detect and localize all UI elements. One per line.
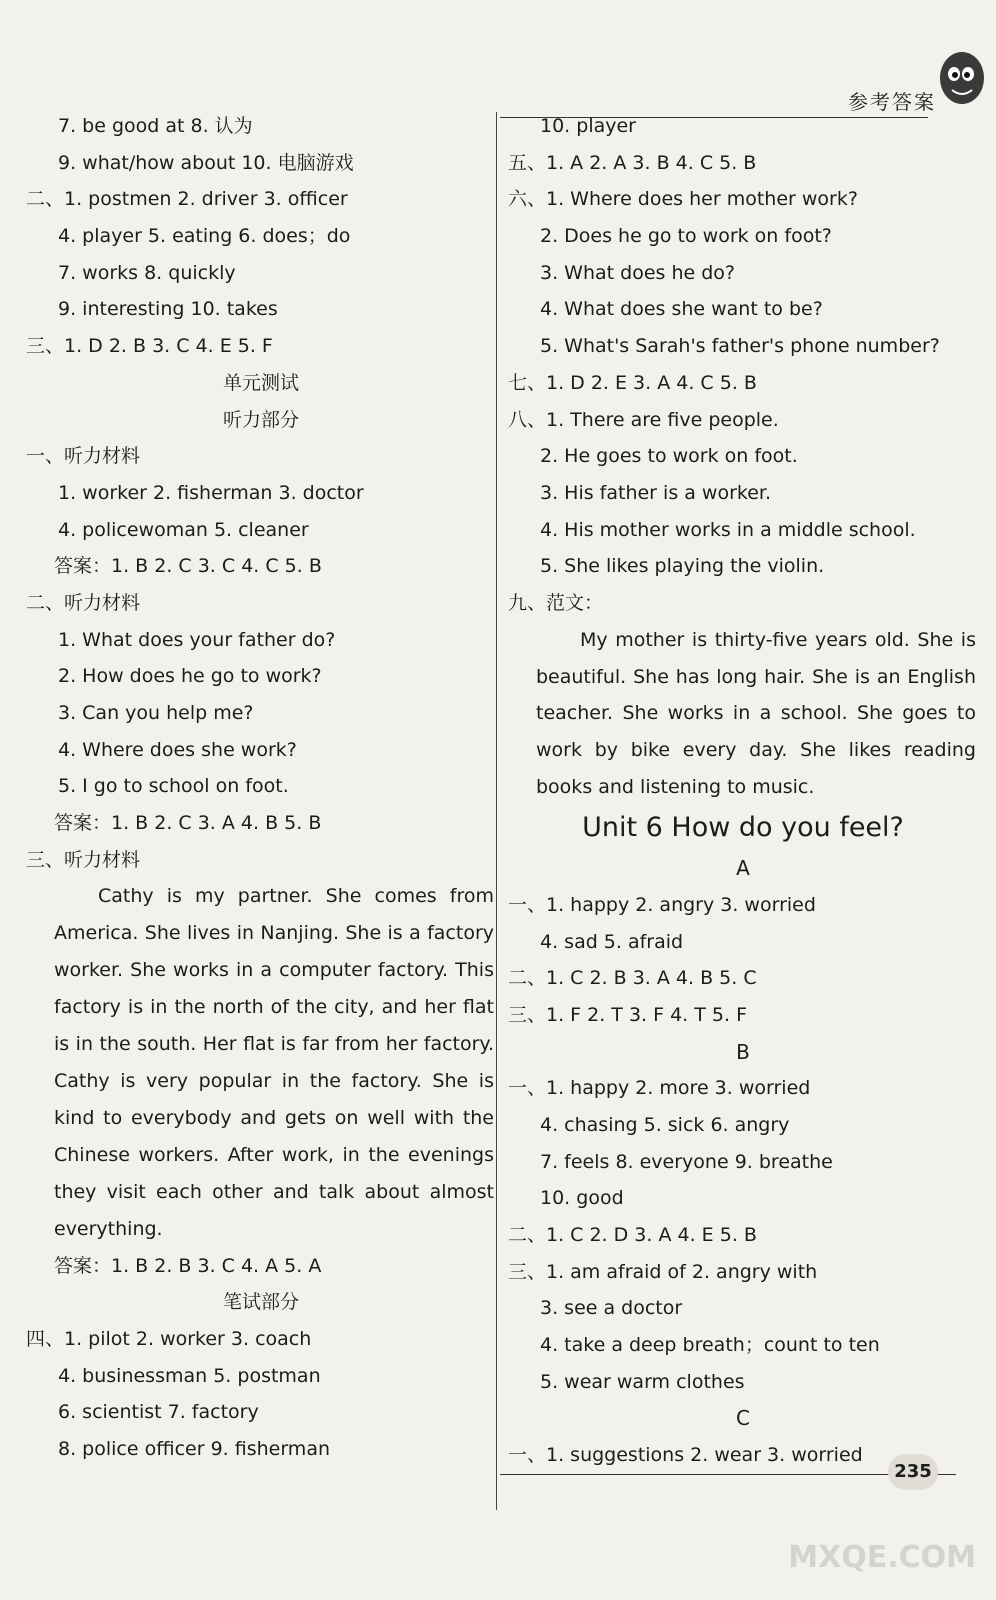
right-lines_top-line: 八、1. There are five people. [508,408,779,431]
right-lines_bottom-line: A [736,856,750,881]
right-lines_bottom-line: 3. see a doctor [540,1297,683,1320]
right-lines_top-line: 4. What does she want to be? [540,298,823,321]
column-divider [496,112,497,1510]
left-lines_top-line: 4. Where does she work? [58,738,297,761]
left-lines_bottom-line: 6. scientist 7. factory [58,1401,259,1424]
right-lines_bottom-line: 5. wear warm clothes [540,1370,745,1393]
right-lines_top-line: 10. player [540,115,636,137]
right-column [508,108,978,1474]
right-lines_top-line: 五、1. A 2. A 3. B 4. C 5. B [508,151,757,174]
right-lines_top-line: 3. His father is a worker. [540,481,772,504]
left-lines_top-line: 9. what/how about 10. 电脑游戏 [58,151,354,174]
left-lines_top-line: 单元测试 [222,371,299,394]
left-lines_bottom-line: 答案：1. B 2. B 3. C 4. A 5. A [54,1254,322,1277]
listening-passage: Cathy is my partner. She comes from America. She lives in Nanjing. She is a factory worker. She works in a computer factory. This factory is in the north of the city, and her flat is in the south. Her flat is far from her factory. Cathy is very popular in the factory. She is kind to everybody and gets on well with the Chinese workers. After work, in the evenings they visit each other and talk about almost everything. [54,885,494,1240]
left-column [26,108,496,1468]
left-lines_top-line: 5. I go to school on foot. [58,775,289,798]
right-lines_bottom-line: B [736,1039,750,1064]
left-lines_bottom-line: 8. police officer 9. fisherman [58,1437,331,1460]
left-lines_top-line: 7. be good at 8. 认为 [58,115,253,137]
left-lines_top-line: 答案：1. B 2. C 3. C 4. C 5. B [54,555,322,578]
right-lines_top-line: 3. What does he do? [540,261,735,284]
left-lines_top-line: 二、听力材料 [26,591,141,614]
right-lines_bottom-line: 一、1. happy 2. angry 3. worried [508,893,816,916]
right-lines_top-line: 九、范文： [508,591,604,614]
left-lines_bottom-line: 四、1. pilot 2. worker 3. coach [26,1327,312,1350]
left-lines_top-line: 二、1. postmen 2. driver 3. officer [26,188,348,211]
left-lines_top-line: 7. works 8. quickly [58,261,236,284]
right-lines_bottom-line: 二、1. C 2. B 3. A 4. B 5. C [508,967,757,990]
right-lines_top-line: 4. His mother works in a middle school. [540,518,916,541]
left-lines_top-line: 3. Can you help me? [58,702,254,724]
right-lines_bottom-line: 4. take a deep breath；count to ten [540,1334,880,1357]
header-title: 参考答案 [848,90,936,114]
right-lines_top-line: 5. What's Sarah's father's phone number? [540,335,940,358]
left-lines_bottom-line: 笔试部分 [222,1291,299,1314]
right-lines_bottom-line: 三、1. F 2. T 3. F 4. T 5. F [508,1003,747,1026]
left-lines_top-line: 9. interesting 10. takes [58,298,278,321]
mascot-icon [932,44,988,114]
right-lines_top-line: 5. She likes playing the violin. [540,555,825,578]
right-lines_bottom-line: 4. sad 5. afraid [540,930,684,953]
left-lines_top-line: 一、听力材料 [26,445,141,468]
right-lines_bottom-line: 10. good [540,1187,624,1210]
page-number: 235 [888,1454,938,1490]
left-lines_top-line: 三、1. D 2. B 3. C 4. E 5. F [26,335,273,358]
right-lines_top-line: 七、1. D 2. E 3. A 4. C 5. B [508,371,757,394]
right-lines_bottom-line: 一、1. suggestions 2. wear 3. worried [508,1444,863,1467]
left-lines_top-line: 答案：1. B 2. C 3. A 4. B 5. B [54,812,322,835]
left-lines_top-line: 1. What does your father do? [58,628,336,651]
unit-title: Unit 6 How do you feel? [582,812,904,844]
right-lines_top-line: 六、1. Where does her mother work? [508,188,858,211]
right-lines_bottom-line: 一、1. happy 2. more 3. worried [508,1077,811,1100]
left-lines_top-line: 1. worker 2. fisherman 3. doctor [58,481,364,504]
left-lines_top-line: 4. player 5. eating 6. does；do [58,225,351,248]
right-lines_top-line: 2. Does he go to work on foot? [540,225,832,248]
left-lines_top-line: 三、听力材料 [26,848,141,871]
right-lines_bottom-line: C [736,1406,750,1431]
left-lines_top-line: 2. How does he go to work? [58,665,322,688]
left-lines_bottom-line: 4. businessman 5. postman [58,1364,321,1387]
model-essay: My mother is thirty-five years old. She is beautiful. She has long hair. She is an English teacher. She works in a school. She goes to work by bike every day. She likes reading books and listening to music. [536,628,976,799]
right-lines_bottom-line: 二、1. C 2. D 3. A 4. E 5. B [508,1224,757,1247]
right-lines_bottom-line: 4. chasing 5. sick 6. angry [540,1113,790,1136]
watermark: MXQE.COM [788,1540,976,1575]
left-lines_top-line: 听力部分 [222,408,299,431]
right-lines_top-line: 2. He goes to work on foot. [540,445,798,468]
right-lines_bottom-line: 三、1. am afraid of 2. angry with [508,1260,818,1283]
left-lines_top-line: 4. policewoman 5. cleaner [58,518,309,541]
right-lines_bottom-line: 7. feels 8. everyone 9. breathe [540,1150,833,1173]
